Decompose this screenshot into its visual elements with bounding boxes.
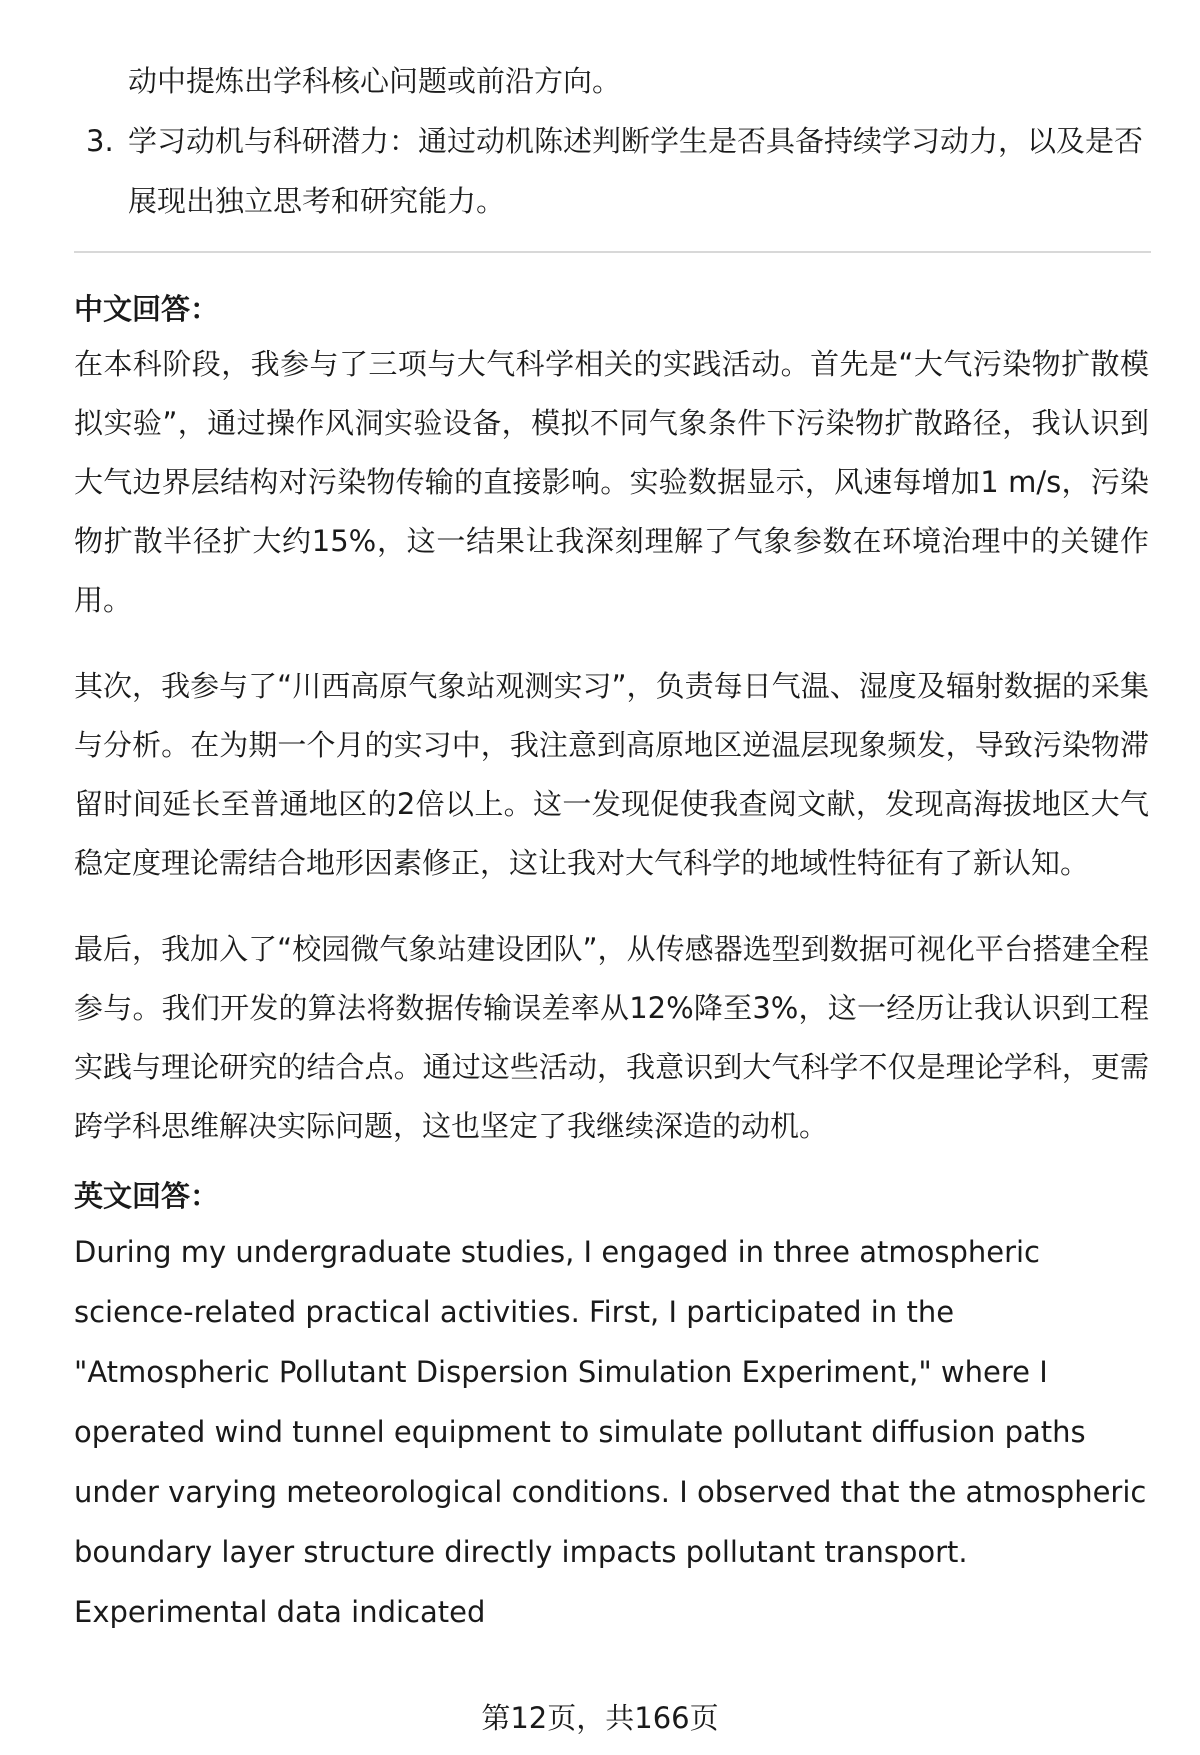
page-number-footer: 第12页，共166页 [481, 1701, 719, 1735]
chinese-answer-heading: 中文回答： [74, 292, 220, 326]
section-divider [74, 251, 1151, 253]
chinese-paragraph-2: 其次，我参与了“川西高原气象站观测实习”，负责每日气温、湿度及辐射数据的采集与分析。在为期一个月的实习中，我注意到高原地区逆温层现象频发，导致污染物滞留时间延长至普通地区的2倍以上。这一发现促使我查阅文献，发现高海拔地区大气稳定度理论需结合地形因素修正，这让我对大气科学的地域性特征有了新认知。 [74, 669, 1149, 880]
chinese-paragraph-3: 最后，我加入了“校园微气象站建设团队”，从传感器选型到数据可视化平台搭建全程参与。我们开发的算法将数据传输误差率从12%降至3%，这一经历让我认识到工程实践与理论研究的结合点。通过这些活动，我意识到大气科学不仅是理论学科，更需跨学科思维解决实际问题，这也坚定了我继续深造的动机。 [74, 932, 1149, 1143]
list-number: 3. [86, 124, 114, 158]
chinese-paragraph-1: 在本科阶段，我参与了三项与大气科学相关的实践活动。首先是“大气污染物扩散模拟实验”，通过操作风洞实验设备，模拟不同气象条件下污染物扩散路径，我认识到大气边界层结构对污染物传输的直接影响。实验数据显示，风速每增加1 m/s，污染物扩散半径扩大约15%，这一结果让我深刻理解了气象参数在环境治理中的关键作用。 [74, 347, 1149, 617]
list-item-continuation: 动中提炼出学科核心问题或前沿方向。 [128, 64, 622, 98]
list-item-text: 学习动机与科研潜力：通过动机陈述判断学生是否具备持续学习动力，以及是否展现出独立思考和研究能力。 [128, 124, 1144, 218]
list-item-3 [86, 111, 1149, 231]
english-answer-heading: 英文回答： [74, 1179, 220, 1213]
english-paragraph: During my undergraduate studies, I engaged in three atmospheric science-related practical activities. First, I participated in the "Atmospheric Pollutant Dispersion Simulation Experiment," where I operated wind tunnel equipment to simulate pollutant diffusion paths under varying meteorological conditions. I observed that the atmospheric boundary layer structure directly impacts pollutant transport. Experimental data indicated [74, 1235, 1147, 1629]
document-page [74, 0, 1149, 1642]
